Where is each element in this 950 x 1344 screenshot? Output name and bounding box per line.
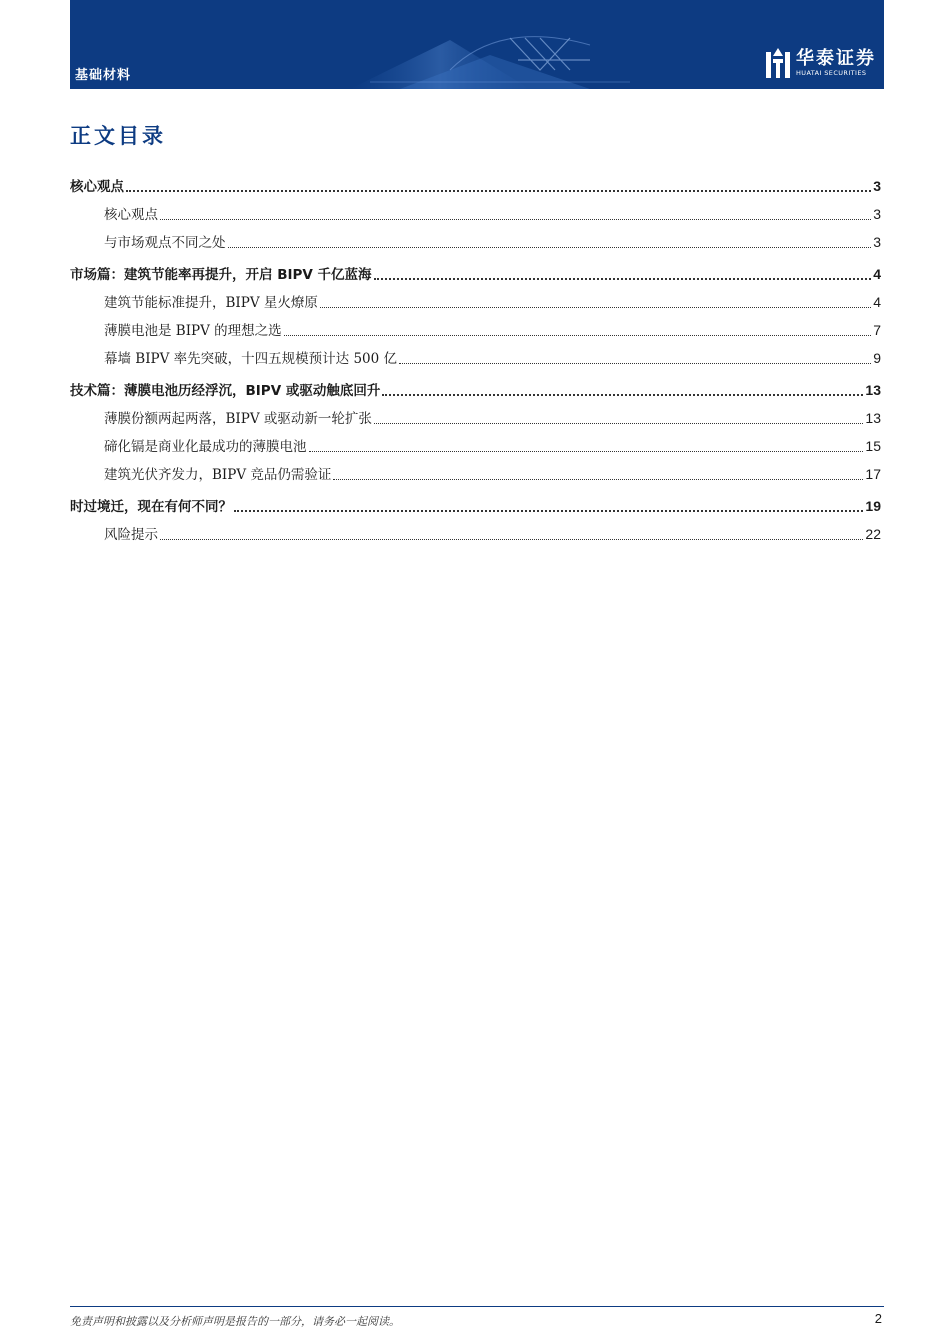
header-band [70,0,884,89]
toc-section-entry[interactable] [70,174,881,198]
dot-leader [374,423,864,424]
page-number: 2 [874,1311,882,1326]
dot-leader [399,363,871,364]
dot-leader [228,247,872,248]
toc-entry-title: 幕墙 BIPV 率先突破，十四五规模预计达 500 亿 [104,351,398,367]
toc-section-entry[interactable] [70,494,881,518]
toc-subsection-entry[interactable] [70,462,881,486]
toc-subsection-entry[interactable] [70,346,881,370]
dot-leader [126,190,871,192]
toc-entry-page: 4 [873,294,881,310]
dot-leader [234,510,863,512]
dot-leader [160,539,863,540]
toc-entry-title: 碲化镉是商业化最成功的薄膜电池 [104,439,307,455]
logo-text-cn: 华泰证券 [796,47,876,69]
dot-leader [160,219,871,220]
logo-mark-icon [766,48,790,78]
toc-subsection-entry[interactable] [70,230,881,254]
toc-entry-title: 时过境迁，现在有何不同？ [70,499,232,515]
toc-entry-title: 风险提示 [104,527,158,543]
toc-entry-page: 15 [865,438,881,454]
toc-subsection-entry[interactable] [70,434,881,458]
toc-entry-page: 22 [865,526,881,542]
toc-entry-page: 7 [873,322,881,338]
toc-entry-page: 3 [873,178,881,194]
footer-disclaimer: 免责声明和披露以及分析师声明是报告的一部分，请务必一起阅读。 [70,1315,400,1328]
toc-subsection-entry[interactable] [70,202,881,226]
toc-entry-title: 建筑光伏齐发力，BIPV 竞品仍需验证 [104,467,332,483]
toc-entry-page: 13 [865,382,881,398]
toc-entry-title: 市场篇：建筑节能率再提升，开启 BIPV 千亿蓝海 [70,267,372,283]
toc-entry-page: 19 [865,498,881,514]
toc-subsection-entry[interactable] [70,522,881,546]
footer-divider [70,1306,884,1307]
toc-entry-page: 9 [873,350,881,366]
toc-entry-title: 与市场观点不同之处 [104,235,226,251]
company-logo [766,48,876,78]
dot-leader [382,394,863,396]
toc-entry-title: 核心观点 [104,207,158,223]
toc-entry-title: 建筑节能标准提升，BIPV 星火燎原 [104,295,318,311]
dot-leader [284,335,872,336]
toc-subsection-entry[interactable] [70,406,881,430]
toc-entry-page: 4 [873,266,881,282]
dot-leader [374,278,872,280]
toc-entry-title: 薄膜电池是 BIPV 的理想之选 [104,323,282,339]
logo-text-en: HUATAI SECURITIES [796,68,867,77]
toc-entry-title: 薄膜份额两起两落，BIPV 或驱动新一轮扩张 [104,411,372,427]
toc-entry-title: 核心观点 [70,179,124,195]
dot-leader [333,479,863,480]
header-decoration [70,0,884,89]
toc-subsection-entry[interactable] [70,290,881,314]
toc-entry-page: 13 [865,410,881,426]
table-of-contents [70,174,881,546]
toc-subsection-entry[interactable] [70,318,881,342]
toc-section-entry[interactable] [70,378,881,402]
toc-entry-page: 3 [873,206,881,222]
toc-entry-title: 技术篇：薄膜电池历经浮沉，BIPV 或驱动触底回升 [70,383,381,399]
toc-section-entry[interactable] [70,262,881,286]
section-label: 基础材料 [75,68,132,83]
toc-entry-page: 17 [865,466,881,482]
toc-entry-page: 3 [873,234,881,250]
dot-leader [320,307,871,308]
dot-leader [309,451,864,452]
toc-title: 正文目录 [70,124,166,148]
